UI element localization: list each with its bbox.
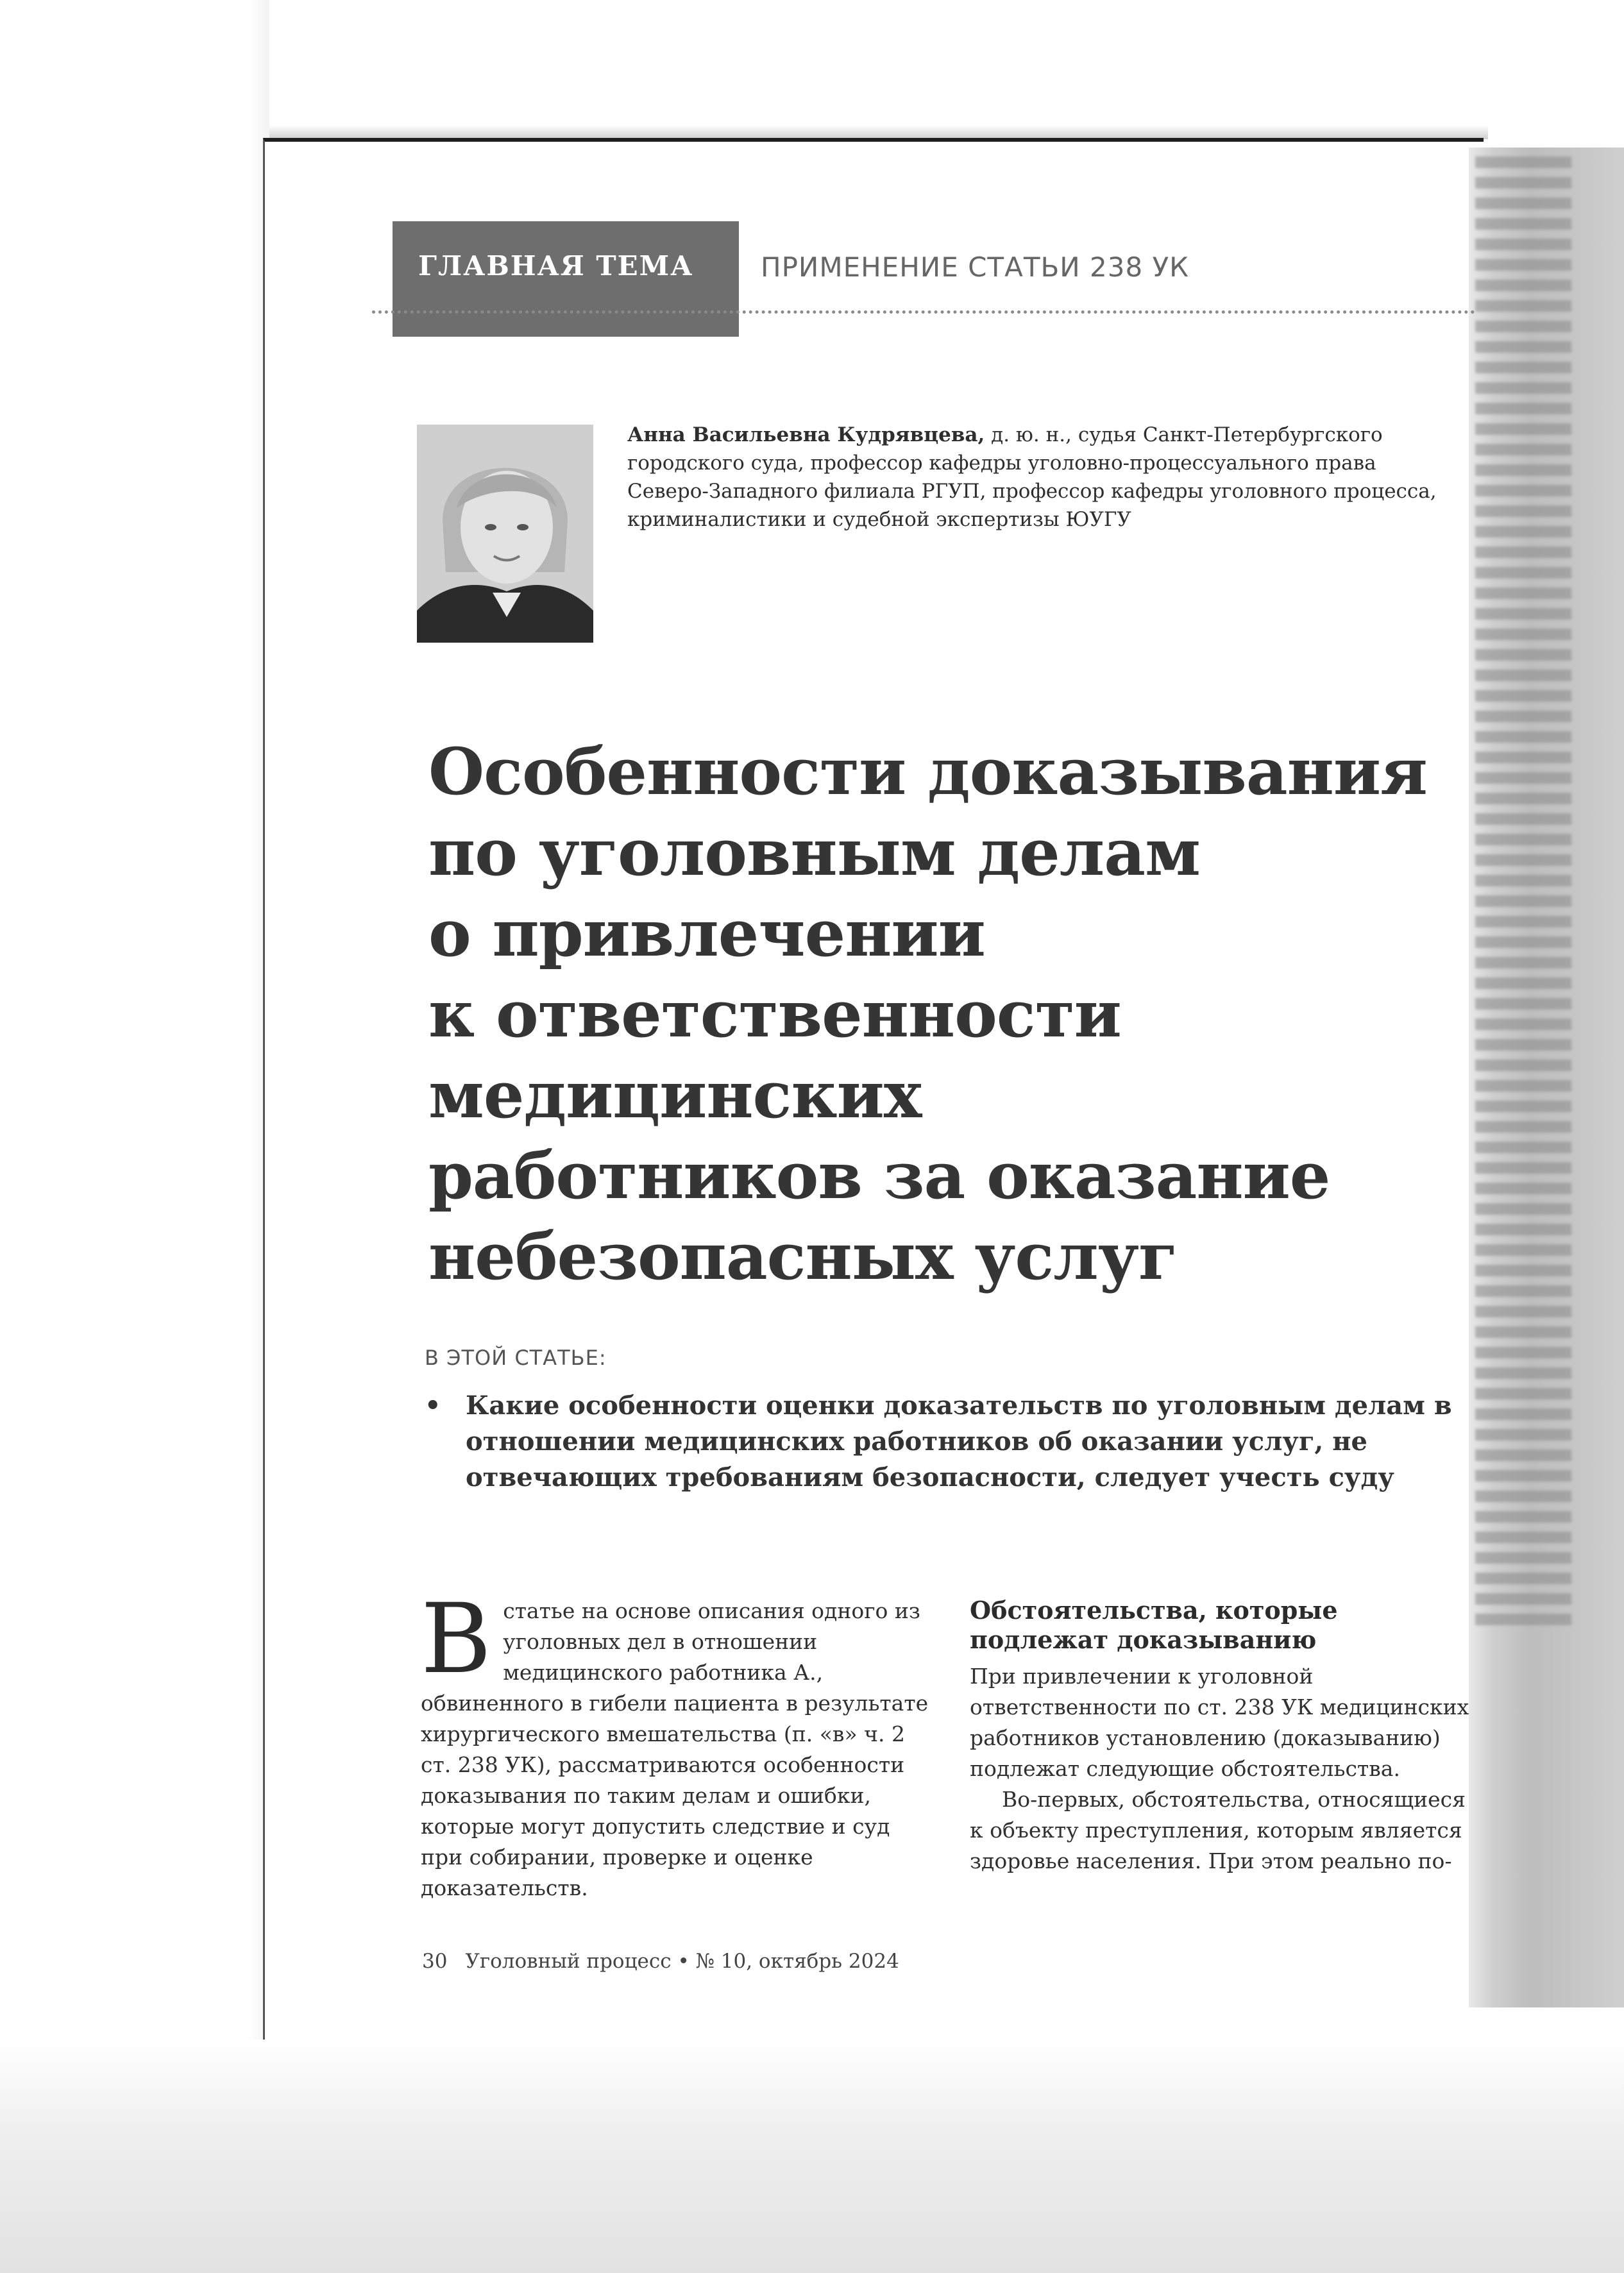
- author-credentials: д. ю. н., судья Санкт-Петербургского городского суда, профессор кафедры уголовно-процессуального права Северо-Западного филиала РГУП, профессор кафедры уголовного процесса, криминалистики и судебной экспертизы ЮУГУ: [627, 423, 1437, 531]
- dotted-divider: [372, 310, 1475, 314]
- page-footer: [422, 1950, 899, 1973]
- in-this-article-label: В ЭТОЙ СТАТЬЕ:: [425, 1346, 607, 1370]
- highlight-item: [425, 1388, 1476, 1496]
- section-heading: Обстоятельства, которые подлежат доказыванию: [970, 1596, 1338, 1654]
- adjacent-page-edge: [1469, 148, 1624, 2007]
- body-paragraph: Во-первых, обстоятельства, относящиеся к объекту преступления, которым является здоровье населения. При этом реально по-: [970, 1787, 1466, 1873]
- title-line: к ответственности: [428, 976, 1121, 1052]
- body-paragraph: При привлечении к уголовной ответственности по ст. 238 УК медицинских работников установлению (доказыванию) подлежат следующие обстоятельства.: [970, 1664, 1469, 1781]
- author-name: Анна Васильевна Кудрявцева,: [627, 423, 985, 446]
- title-line: медицинских: [428, 1057, 922, 1133]
- title-line: по уголовным делам: [428, 815, 1200, 890]
- author-bio: [627, 421, 1461, 534]
- author-photo: [417, 425, 593, 643]
- bullet-icon: •: [425, 1390, 441, 1421]
- section-tag: ГЛАВНАЯ ТЕМА: [418, 250, 694, 282]
- scan-margin: [0, 0, 269, 2273]
- scanner-bed-shadow: [0, 2040, 1624, 2273]
- article-highlights: [425, 1388, 1476, 1496]
- publication-info: Уголовный процесс • № 10, октябрь 2024: [465, 1950, 899, 1973]
- title-line: работников за оказание: [428, 1138, 1330, 1213]
- highlight-text: Какие особенности оценки доказательств по уголовным делам в отношении медицинских работников об оказании услуг, не отвечающих требованиям безопасности, следует учесть суду: [466, 1390, 1452, 1492]
- title-line: о привлечении: [428, 895, 985, 971]
- intro-column: [421, 1584, 934, 1904]
- title-line: Особенности доказывания: [428, 734, 1427, 809]
- page-top-shadow: [269, 125, 1488, 139]
- intro-paragraph: статье на основе описания одного из уголовных дел в отношении медицинского работника А., обвиненного в гибели пациента в результате хирургического вмешательства (п. «в» ч. 2 ст. 238 УК), рассматриваются особенности доказывания по таким делам и ошибки, которые могут допустить следствие и суд при собирании, проверке и оценке доказательств.: [421, 1598, 929, 1900]
- drop-cap: В: [421, 1584, 492, 1695]
- article-title: [428, 731, 1468, 1297]
- main-column: [970, 1596, 1478, 1877]
- page-number: 30: [422, 1950, 448, 1973]
- title-line: небезопасных услуг: [428, 1219, 1178, 1294]
- section-topic: ПРИМЕНЕНИЕ СТАТЬИ 238 УК: [761, 251, 1189, 283]
